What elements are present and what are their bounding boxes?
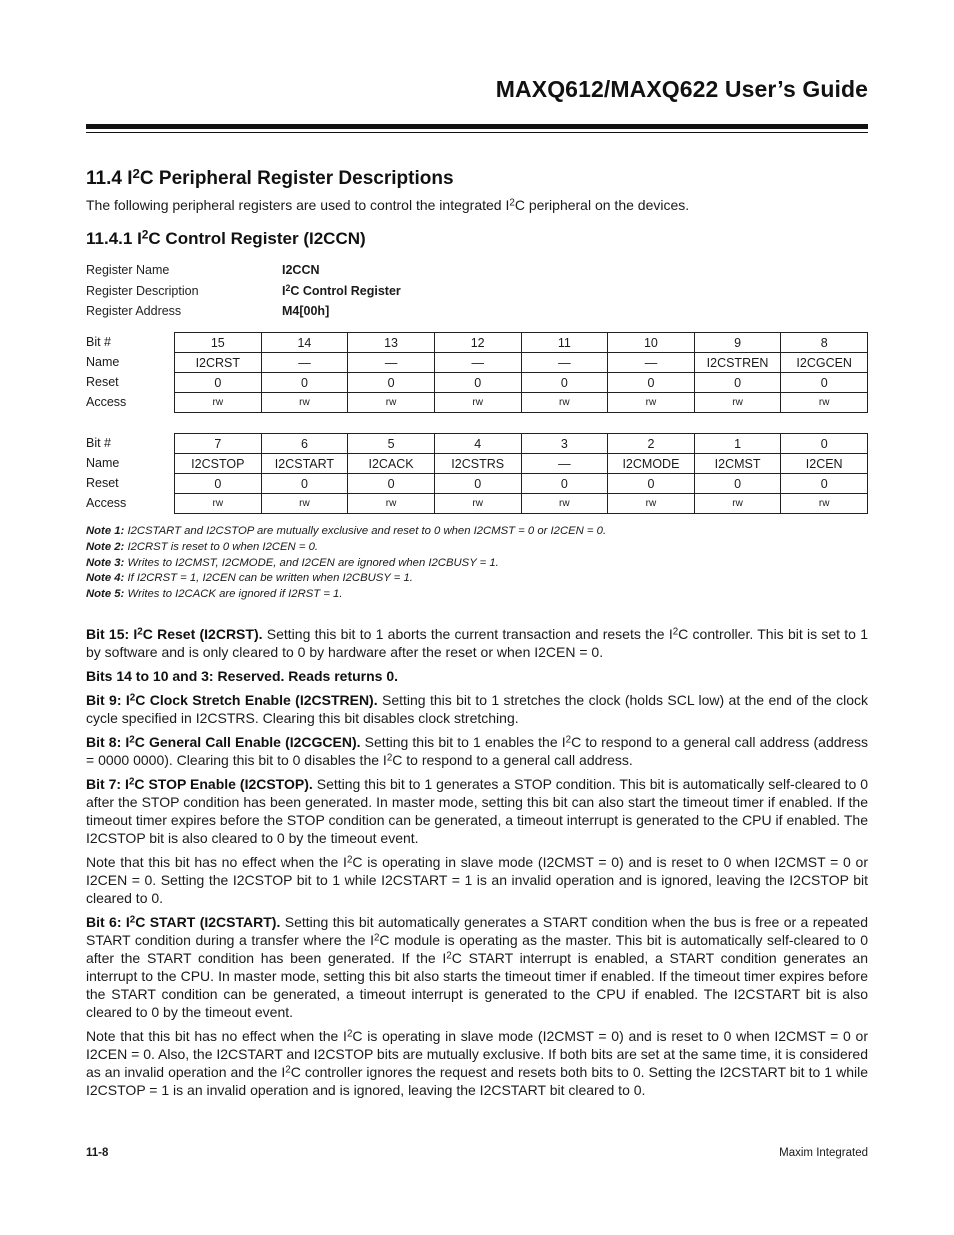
subsection-heading: 11.4.1 $I^2C$ Control Register (I2CCN) (86, 227, 366, 248)
bit-access-cell: rw (781, 393, 868, 413)
bit-access-cell: rw (694, 393, 781, 413)
row-label-bit: Bit # (86, 436, 112, 450)
bit-reset-cell: 0 (694, 373, 781, 393)
bit15-description: Bit 15: $I^2C$ Reset (I2CRST). Setting this bit to 1 aborts the current transaction and resets the $I^2C$ controller. This bit is set to 1 by software and is only cleared to 0 by hardware after the reset or when I2CEN = 0. (86, 626, 868, 660)
bit-name-cell: I2CSTART (261, 454, 348, 474)
register-name-label: Register Name (86, 263, 170, 278)
bit-table-row-labels (86, 332, 174, 412)
bit-reset-cell: 0 (521, 474, 608, 494)
bit-access-row (175, 393, 868, 413)
bit-reset-cell: 0 (694, 474, 781, 494)
bit-name-cell: I2CRST (175, 353, 262, 373)
bit8-description: Bit 8: $I^2C$ General Call Enable (I2CGCEN). Setting this bit to 1 enables the $I^2C$ to respond to a general call address (address = 0000 0000). Clearing this bit to 0 disables the $I^2C$ to respond to a general call address. (86, 734, 868, 768)
bit-number-cell: 8 (781, 333, 868, 353)
bit-reset-cell: 0 (348, 373, 435, 393)
bit-access-cell: rw (521, 393, 608, 413)
register-info (86, 260, 401, 322)
bit-name-cell: — (434, 353, 521, 373)
bit-name-cell: I2CEN (781, 454, 868, 474)
bit-table (174, 332, 868, 413)
header-rule-thick (86, 124, 868, 129)
bit-reset-cell: 0 (521, 373, 608, 393)
subsection-number: 11.4.1 (86, 229, 133, 248)
bit-name-cell: I2CSTRS (434, 454, 521, 474)
bit-access-cell: rw (261, 494, 348, 514)
document-title: MAXQ612/MAXQ622 User’s Guide (495, 76, 868, 102)
row-label-reset: Reset (86, 476, 119, 490)
note-item: Note 5: Writes to I2CACK are ignored if I2RST = 1. (86, 588, 343, 601)
bit-name-cell: I2CMODE (608, 454, 695, 474)
note-item: Note 3: Writes to I2CMST, I2CMODE, and I2CEN are ignored when I2CBUSY = 1. (86, 556, 499, 569)
bit-number-cell: 4 (434, 434, 521, 454)
bit-name-cell: — (521, 454, 608, 474)
register-description-row (86, 281, 401, 302)
note-item: Note 4: If I2CRST = 1, I2CEN can be written when I2CBUSY = 1. (86, 572, 413, 585)
bit-reset-cell: 0 (608, 474, 695, 494)
bit-access-cell: rw (521, 494, 608, 514)
page-number: 11-8 (86, 1147, 109, 1159)
bit-access-cell: rw (434, 494, 521, 514)
bit-access-cell: rw (348, 393, 435, 413)
bit-table (174, 433, 868, 514)
bit-number-row (175, 333, 868, 353)
header-rule-thin (86, 132, 868, 133)
document-page (86, 0, 868, 1235)
bit-number-cell: 14 (261, 333, 348, 353)
bit-reset-cell: 0 (175, 474, 262, 494)
bit-number-cell: 9 (694, 333, 781, 353)
row-label-name: Name (86, 355, 120, 369)
bit9-description: Bit 9: $I^2C$ Clock Stretch Enable (I2CSTREN). Setting this bit to 1 stretches the clock (holds SCL low) at the end of the clock cycle specified in I2CSTRS. Clearing this bit disables clock stretching. (86, 692, 868, 726)
bit-name-cell: — (348, 353, 435, 373)
bit-access-cell: rw (608, 494, 695, 514)
register-address-row (86, 301, 401, 322)
bit-number-cell: 2 (608, 434, 695, 454)
bit-name-cell: I2CSTREN (694, 353, 781, 373)
row-label-name: Name (86, 456, 120, 470)
section-heading: 11.4 $I^2C$ Peripheral Register Descriptions (86, 166, 454, 189)
bit-reset-cell: 0 (175, 373, 262, 393)
row-label-access: Access (86, 395, 127, 409)
bit7-note: Note that this bit has no effect when the $I^2C$ is operating in slave mode (I2CMST = 0) and is reset to 0 when I2CMST = 0 or I2CEN = 0. Setting the I2CSTOP bit to 1 while I2CSTART = 1 is an invalid operation and is ignored, leaving the I2CSTOP bit cleared to 0. (86, 854, 868, 906)
register-name-value: I2CCN (282, 263, 320, 278)
bit-name-cell: — (521, 353, 608, 373)
bit-reset-cell: 0 (348, 474, 435, 494)
register-description-label: Register Description (86, 283, 199, 298)
bit-access-cell: rw (261, 393, 348, 413)
bit-name-row (175, 353, 868, 373)
bit-access-cell: rw (434, 393, 521, 413)
row-label-access: Access (86, 496, 127, 510)
bit-name-row (175, 454, 868, 474)
bit-number-cell: 15 (175, 333, 262, 353)
bit7-description: Bit 7: $I^2C$ STOP Enable (I2CSTOP). Setting this bit to 1 generates a STOP condition. This bit is automatically self-cleared to 0 after the STOP condition has been generated. In master mode, setting this bit can also start the timeout timer if enabled. If the timeout timer expires before the STOP condition can be generated, a timeout interrupt is generated to the CPU if enabled. The I2CSTOP bit is also cleared to 0 by the timeout event. (86, 776, 868, 846)
bits14-10-description: Bits 14 to 10 and 3: Reserved. Reads returns 0. (86, 668, 399, 684)
note-item: Note 2: I2CRST is reset to 0 when I2CEN = 0. (86, 540, 318, 553)
bit-reset-row (175, 474, 868, 494)
row-label-reset: Reset (86, 375, 119, 389)
bit-descriptions (86, 625, 868, 1105)
bit-number-cell: 5 (348, 434, 435, 454)
register-name-row (86, 260, 401, 281)
bit-access-cell: rw (608, 393, 695, 413)
bit-name-cell: I2CSTOP (175, 454, 262, 474)
bit-name-cell: — (608, 353, 695, 373)
bit-number-cell: 11 (521, 333, 608, 353)
bit-name-cell: I2CMST (694, 454, 781, 474)
bit-name-cell: — (261, 353, 348, 373)
bit-access-cell: rw (348, 494, 435, 514)
section-intro: The following peripheral registers are used to control the integrated $I^2C$ peripheral on the devices. (86, 197, 690, 213)
bit-number-cell: 6 (261, 434, 348, 454)
bit-table-row-labels (86, 433, 174, 513)
bit-name-cell: I2CACK (348, 454, 435, 474)
bit-number-cell: 3 (521, 434, 608, 454)
bit-reset-cell: 0 (261, 474, 348, 494)
bit-name-cell: I2CGCEN (781, 353, 868, 373)
bit-reset-cell: 0 (781, 373, 868, 393)
register-address-value: M4[00h] (282, 304, 330, 319)
bit-number-cell: 10 (608, 333, 695, 353)
bit-reset-cell: 0 (261, 373, 348, 393)
bit-number-cell: 12 (434, 333, 521, 353)
register-description-value: $I^2C$ Control Register (282, 282, 401, 298)
register-notes (86, 524, 868, 603)
row-label-bit: Bit # (86, 335, 112, 349)
bit-reset-cell: 0 (608, 373, 695, 393)
bit-reset-cell: 0 (781, 474, 868, 494)
bit-number-row (175, 434, 868, 454)
register-address-label: Register Address (86, 304, 182, 319)
bit-access-row (175, 494, 868, 514)
bit-reset-cell: 0 (434, 474, 521, 494)
bit-access-cell: rw (694, 494, 781, 514)
bit6-note: Note that this bit has no effect when the $I^2C$ is operating in slave mode (I2CMST = 0) and is reset to 0 when I2CMST = 0 or I2CEN = 0. Also, the I2CSTART and I2CSTOP bits are mutually exclusive. If both bits are set at the same time, it is considered as an invalid operation and the $I^2C$ controller ignores the request and resets both bits to 0. Setting the I2CSTART bit to 1 while I2CSTOP = 1 is an invalid operation and is ignored, leaving the I2CSTART bit cleared to 0. (86, 1028, 868, 1098)
bit-access-cell: rw (175, 494, 262, 514)
note-item: Note 1: I2CSTART and I2CSTOP are mutually exclusive and reset to 0 when I2CMST = 0 or I2CEN = 0. (86, 525, 607, 537)
bit-number-cell: 0 (781, 434, 868, 454)
bit-reset-cell: 0 (434, 373, 521, 393)
bit-number-cell: 13 (348, 333, 435, 353)
bit-access-cell: rw (781, 494, 868, 514)
bit-number-cell: 1 (694, 434, 781, 454)
bit-reset-row (175, 373, 868, 393)
bit-number-cell: 7 (175, 434, 262, 454)
bit-access-cell: rw (175, 393, 262, 413)
company-name: Maxim Integrated (779, 1147, 868, 1159)
bit6-description: Bit 6: $I^2C$ START (I2CSTART). Setting this bit automatically generates a START condition when the bus is free or a repeated START condition during a transfer where the $I^2C$ module is operating as the master. This bit is automatically self-cleared to 0 after the START condition has been generated. If the $I^2C$ START interrupt is enabled, a START condition generates an interrupt to the CPU. In master mode, setting this bit also starts the timeout timer if enabled. If the timeout timer expires before the START condition can be generated, a timeout interrupt is generated to the CPU if enabled. The I2CSTART bit is also cleared to 0 by the timeout event. (86, 914, 869, 1020)
section-number: 11.4 (86, 168, 122, 189)
